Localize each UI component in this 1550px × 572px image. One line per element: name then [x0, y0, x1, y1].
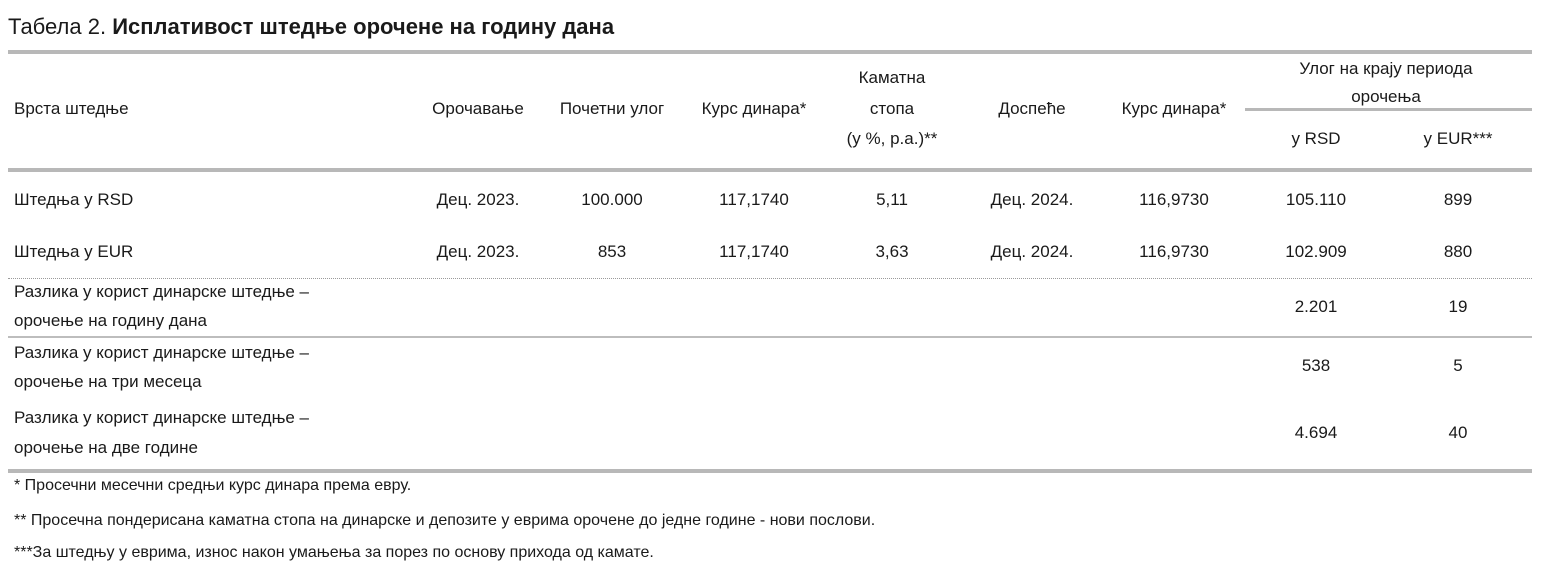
table-caption: Исплативост штедње орочене на годину дана — [112, 14, 615, 39]
row-rsd: 102.909 — [1285, 242, 1347, 261]
diff-label-line2: орочење на годину дана — [14, 311, 208, 330]
footnote-1: * Просечни месечни средњи курс динара према евру. — [14, 477, 412, 494]
header-maturity: Доспеће — [998, 99, 1066, 118]
diff-eur: 40 — [1448, 423, 1468, 442]
header-rate2: Курс динара* — [1121, 99, 1227, 118]
row-term: Дец. 2023. — [436, 190, 520, 209]
header-interest-line1: Каматна — [858, 68, 926, 87]
footnote-2: ** Просечна пондерисана каматна стопа на динарске и депозите у еврима орочене до једне године - нови послови. — [14, 512, 876, 529]
row-eur: 880 — [1443, 242, 1473, 261]
row-rate2: 116,9730 — [1139, 190, 1209, 209]
diff-label-line1: Разлика у корист динарске штедње – — [14, 343, 310, 362]
row-interest: 3,63 — [875, 242, 909, 261]
table-title — [8, 12, 614, 42]
header-rule — [8, 168, 1532, 172]
diff-rsd: 538 — [1301, 356, 1331, 375]
header-type: Врста штедње — [14, 99, 129, 118]
table-number: Табела 2. — [8, 14, 107, 39]
header-end-line2: орочења — [1351, 87, 1421, 106]
row-term: Дец. 2023. — [436, 242, 520, 261]
header-rsd: у RSD — [1291, 129, 1341, 148]
diff-eur: 5 — [1453, 356, 1463, 375]
row-rate2: 116,9730 — [1139, 242, 1209, 261]
bottom-rule — [8, 469, 1532, 473]
diff-label-line1: Разлика у корист динарске штедње – — [14, 282, 310, 301]
row-initial: 100.000 — [581, 190, 643, 209]
row-type: Штедња у EUR — [14, 242, 134, 261]
row-type: Штедња у RSD — [14, 190, 134, 209]
row-rsd: 105.110 — [1285, 190, 1347, 209]
diff-label-line2: орочење на три месеца — [14, 372, 202, 391]
row-interest: 5,11 — [876, 190, 908, 209]
header-rate1: Курс динара* — [701, 99, 807, 118]
diff-label-line1: Разлика у корист динарске штедње – — [14, 408, 310, 427]
diff-rsd: 4.694 — [1294, 423, 1338, 442]
header-eur: у EUR*** — [1423, 129, 1493, 148]
row-maturity: Дец. 2024. — [990, 190, 1074, 209]
row-initial: 853 — [597, 242, 627, 261]
diff-eur: 19 — [1448, 297, 1468, 316]
diff-label-line2: орочење на две године — [14, 438, 198, 457]
footnote-3: ***За штедњу у еврима, износ након умањења за порез по основу прихода од камате. — [14, 544, 654, 561]
diff-rsd: 2.201 — [1294, 297, 1338, 316]
row-rate1: 117,1740 — [719, 190, 789, 209]
header-interest-line2: стопа — [869, 99, 915, 118]
row-eur: 899 — [1443, 190, 1473, 209]
header-interest-line3: (у %, p.a.)** — [846, 129, 938, 148]
header-end-line1: Улог на крају периода — [1299, 59, 1473, 78]
row-rate1: 117,1740 — [719, 242, 789, 261]
row-maturity: Дец. 2024. — [990, 242, 1074, 261]
header-sub-rule — [1245, 108, 1532, 111]
header-initial: Почетни улог — [559, 99, 665, 118]
header-term: Орочавање — [432, 99, 524, 118]
